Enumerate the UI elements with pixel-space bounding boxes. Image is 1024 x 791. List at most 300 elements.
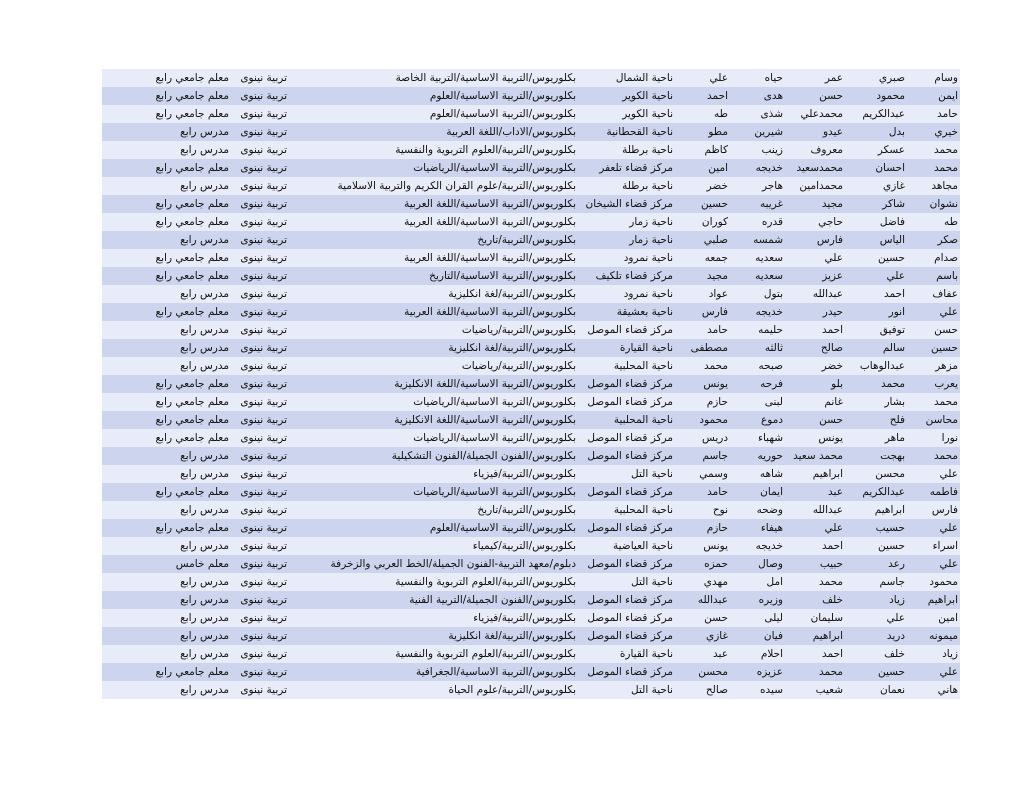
table-cell: بكلوريوس/التربية الاساسية/اللغة العربية (404, 216, 576, 228)
table-cell: مدرس رابع (180, 324, 229, 336)
table-cell: يونس (703, 378, 728, 390)
table-cell: طه (714, 108, 728, 120)
table-cell: علي (939, 468, 958, 480)
table-cell: بكلوريوس/التربية/علوم الحياة (448, 684, 576, 696)
table-cell: بكلوريوس/التربية الاساسية/اللغة الانكليزية (394, 378, 576, 390)
table-cell: بكلوريوس/التربية الاساسية/التربية الخاصة (395, 72, 576, 84)
table-cell: حسين (700, 198, 728, 210)
table-cell: نشوان (929, 198, 958, 210)
table-cell: عسكر (877, 144, 905, 156)
table-cell: ناحية الشمال (615, 72, 673, 84)
table-cell: خديجه (755, 540, 783, 552)
table-cell: حسن (819, 414, 843, 426)
table-row (102, 69, 960, 87)
table-cell: تربية نينوى (240, 558, 287, 570)
table-cell: عبدالله (697, 594, 728, 606)
table-cell: عبدالكريم (862, 108, 905, 120)
table-cell: محاسن (925, 414, 958, 426)
table-cell: محمد (934, 450, 958, 462)
table-row (102, 501, 960, 519)
table-cell: وضحه (756, 504, 783, 516)
table-row (102, 465, 960, 483)
table-cell: حسن (934, 324, 958, 336)
table-cell: كاظم (704, 144, 728, 156)
table-cell: بكلوريوس/التربية/رياضيات (461, 360, 576, 372)
table-cell: فاطمه (929, 486, 958, 498)
table-cell: حسن (819, 90, 843, 102)
table-cell: حسين (930, 342, 958, 354)
table-cell: محمدعلي (800, 108, 843, 120)
table-row (102, 447, 960, 465)
table-cell: مركز قضاء الموصل (587, 666, 673, 678)
table-row (102, 159, 960, 177)
table-cell: شاهه (759, 468, 783, 480)
table-cell: احمد (884, 288, 905, 300)
table-cell: معلم جامعي رابع (155, 486, 229, 498)
table-cell: سعديه (755, 252, 783, 264)
table-cell: بكلوريوس/التربية/لغة انكليزية (448, 630, 576, 642)
table-row (102, 285, 960, 303)
table-cell: خلف (884, 648, 905, 660)
table-cell: تربية نينوى (240, 684, 287, 696)
table-cell: لبنى (764, 396, 783, 408)
table-row (102, 249, 960, 267)
table-cell: رعد (888, 558, 905, 570)
table-cell: بكلوريوس/التربية الاساسية/اللغة العربية (404, 252, 576, 264)
table-cell: تربية نينوى (240, 486, 287, 498)
table-cell: طه (944, 216, 958, 228)
table-cell: تربية نينوى (240, 216, 287, 228)
table-cell: مدرس رابع (180, 180, 229, 192)
table-cell: الياس (879, 234, 905, 246)
table-cell: مركز قضاء تلعفر (599, 162, 673, 174)
table-cell: ناحية برطلة (622, 144, 673, 156)
table-cell: صبري (878, 72, 905, 84)
table-cell: معلم جامعي رابع (155, 90, 229, 102)
table-cell: بكلوريوس/التربية الاساسية/الجغرافية (415, 666, 576, 678)
table-cell: تربية نينوى (240, 522, 287, 534)
table-cell: عبدالله (812, 504, 843, 516)
table-cell: مدرس رابع (180, 630, 229, 642)
table-cell: ناحية زمار (629, 216, 673, 228)
table-cell: حياه (764, 72, 783, 84)
table-cell: ناحية التل (631, 576, 673, 588)
table-cell: خديجه (755, 162, 783, 174)
table-row (102, 87, 960, 105)
table-cell: ناحية المحلبية (613, 360, 673, 372)
table-cell: بكلوريوس/التربية/لغة انكليزية (448, 342, 576, 354)
table-cell: جمعه (704, 252, 728, 264)
table-cell: ناحية الكوير (622, 108, 673, 120)
table-cell: علي (886, 270, 905, 282)
table-row (102, 645, 960, 663)
table-cell: ليلى (764, 612, 783, 624)
table-cell: بكلوريوس/التربية الاساسية/اللغة العربية (404, 306, 576, 318)
table-cell: جاسم (879, 576, 905, 588)
table-cell: معلم جامعي رابع (155, 414, 229, 426)
table-cell: محسن (875, 468, 905, 480)
table-cell: تربية نينوى (240, 540, 287, 552)
table-cell: نعمان (880, 684, 905, 696)
table-cell: معلم جامعي رابع (155, 666, 229, 678)
table-row (102, 303, 960, 321)
table-cell: محمد (881, 378, 905, 390)
table-cell: تربية نينوى (240, 666, 287, 678)
table-cell: ابراهيم (812, 468, 843, 480)
table-cell: علي (939, 522, 958, 534)
table-cell: وصال (758, 558, 783, 570)
table-cell: بدل (888, 126, 905, 138)
table-cell: نورا (941, 432, 958, 444)
table-cell: بهجت (880, 450, 905, 462)
table-cell: ناحية القيارة (619, 342, 673, 354)
table-cell: حازم (706, 522, 728, 534)
table-row (102, 339, 960, 357)
table-cell: احمد (822, 540, 843, 552)
table-cell: تربية نينوى (240, 360, 287, 372)
table-cell: وسام (934, 72, 958, 84)
table-cell: معلم جامعي رابع (155, 378, 229, 390)
table-cell: ميمونه (929, 630, 958, 642)
table-cell: بكلوريوس/التربية/رياضيات (461, 324, 576, 336)
table-cell: معلم جامعي رابع (155, 216, 229, 228)
table-cell: شاكر (882, 198, 905, 210)
table-row (102, 231, 960, 249)
table-cell: ناحية بعشيقة (616, 306, 673, 318)
table-cell: حازم (706, 396, 728, 408)
table-cell: بكلوريوس/التربية الاساسية/العلوم (429, 108, 576, 120)
table-cell: عزيز (822, 270, 843, 282)
table-row (102, 591, 960, 609)
table-cell: علي (709, 72, 728, 84)
table-cell: عواد (708, 288, 728, 300)
table-cell: ناحية المحلبية (613, 504, 673, 516)
table-cell: مركز قضاء الموصل (587, 324, 673, 336)
table-cell: عبدالوهاب (859, 360, 905, 372)
table-cell: مدرس رابع (180, 540, 229, 552)
table-cell: بكلوريوس/التربية/العلوم التربوية والنفسية (395, 144, 576, 156)
table-cell: حيدر (822, 306, 843, 318)
table-row (102, 411, 960, 429)
table-cell: علي (939, 558, 958, 570)
table-cell: شهباء (758, 432, 783, 444)
table-cell: تربية نينوى (240, 72, 287, 84)
table-row (102, 321, 960, 339)
table-cell: ناحية القيارة (619, 648, 673, 660)
table-cell: تربية نينوى (240, 450, 287, 462)
table-cell: مدرس رابع (180, 360, 229, 372)
table-cell: وزيره (758, 594, 783, 606)
table-cell: حليمه (758, 324, 783, 336)
table-cell: صدام (934, 252, 958, 264)
table-cell: صبحه (758, 360, 783, 372)
table-cell: خديجه (755, 306, 783, 318)
table-cell: عبد (713, 648, 728, 660)
table-cell: محمود (699, 414, 728, 426)
table-cell: دموع (761, 414, 783, 426)
table-cell: مركز قضاء الموصل (587, 558, 673, 570)
table-cell: مركز قضاء الموصل (587, 630, 673, 642)
table-cell: حامد (707, 324, 728, 336)
table-cell: خيري (934, 126, 958, 138)
table-cell: تربية نينوى (240, 180, 287, 192)
table-cell: وسمي (699, 468, 728, 480)
table-cell: مركز قضاء الموصل (587, 594, 673, 606)
table-row (102, 357, 960, 375)
table-cell: محمد (819, 666, 843, 678)
table-cell: تربية نينوى (240, 252, 287, 264)
table-cell: حسيب (875, 522, 905, 534)
table-cell: سيده (760, 684, 783, 696)
table-cell: مطو (708, 126, 728, 138)
table-cell: معلم جامعي رابع (155, 162, 229, 174)
table-cell: علي (939, 306, 958, 318)
table-cell: فارس (816, 234, 843, 246)
table-cell: مدرس رابع (180, 594, 229, 606)
table-cell: بشار (884, 396, 905, 408)
table-row (102, 177, 960, 195)
table-cell: معلم جامعي رابع (155, 252, 229, 264)
table-cell: ايمان (760, 486, 783, 498)
table-cell: فيان (763, 630, 783, 642)
table-cell: حسن (704, 612, 728, 624)
table-cell: صكر (937, 234, 958, 246)
table-row (102, 123, 960, 141)
table-cell: يونس (703, 540, 728, 552)
table-cell: تربية نينوى (240, 594, 287, 606)
table-row (102, 393, 960, 411)
table-cell: فرحه (760, 378, 783, 390)
table-cell: مدرس رابع (180, 504, 229, 516)
table-cell: احمد (822, 648, 843, 660)
table-cell: غريبه (759, 198, 783, 210)
table-cell: بكلوريوس/التربية/لغة انكليزية (448, 288, 576, 300)
table-cell: شمسه (753, 234, 783, 246)
table-cell: صالح (705, 684, 728, 696)
table-cell: بكلوريوس/التربية الاساسية/الرياضيات (413, 486, 576, 498)
table-cell: سالم (882, 342, 905, 354)
table-row (102, 213, 960, 231)
table-cell: عبدالله (812, 288, 843, 300)
table-row (102, 663, 960, 681)
table-cell: هيفاء (760, 522, 783, 534)
table-cell: بكلوريوس/التربية/فيزياء (473, 612, 576, 624)
table-cell: تربية نينوى (240, 576, 287, 588)
table-cell: قدره (761, 216, 783, 228)
table-cell: جاسم (702, 450, 728, 462)
table-cell: تربية نينوى (240, 342, 287, 354)
table-cell: علي (939, 666, 958, 678)
table-cell: بكلوريوس/التربية الاساسية/الرياضيات (413, 396, 576, 408)
table-cell: ثالثه (764, 342, 783, 354)
table-cell: تربية نينوى (240, 378, 287, 390)
table-cell: بكلوريوس/التربية/تاريخ (477, 504, 576, 516)
table-cell: تربية نينوى (240, 108, 287, 120)
table-cell: مدرس رابع (180, 576, 229, 588)
table-cell: علي (824, 252, 843, 264)
table-cell: تربية نينوى (240, 504, 287, 516)
table-row (102, 375, 960, 393)
table-cell: بلو (831, 378, 843, 390)
table-cell: مركز قضاء الموصل (587, 450, 673, 462)
table-row (102, 267, 960, 285)
table-cell: تربية نينوى (240, 144, 287, 156)
table-row (102, 105, 960, 123)
table-cell: غازي (706, 630, 728, 642)
table-cell: تربية نينوى (240, 414, 287, 426)
table-cell: مركز قضاء الموصل (587, 522, 673, 534)
table-cell: معلم جامعي رابع (155, 396, 229, 408)
table-cell: محمود (929, 576, 958, 588)
table-row (102, 195, 960, 213)
table-cell: مركز قضاء الموصل (587, 486, 673, 498)
table-cell: تربية نينوى (240, 396, 287, 408)
table-row (102, 573, 960, 591)
table-cell: عزيزه (756, 666, 783, 678)
table-cell: ناحية زمار (629, 234, 673, 246)
table-cell: معلم جامعي رابع (155, 72, 229, 84)
table-cell: ابراهيم (874, 504, 905, 516)
table-cell: هاني (937, 684, 958, 696)
table-row (102, 537, 960, 555)
table-cell: بكلوريوس/الفنون الجميلة/الفنون التشكيلية (391, 450, 576, 462)
table-cell: هدى (763, 90, 783, 102)
table-cell: ناحية القحطانية (606, 126, 673, 138)
table-cell: مدرس رابع (180, 612, 229, 624)
table-cell: احسان (875, 162, 905, 174)
table-cell: تربية نينوى (240, 324, 287, 336)
table-cell: تربية نينوى (240, 648, 287, 660)
table-cell: بكلوريوس/التربية الاساسية/التاريخ (429, 270, 576, 282)
table-cell: بكلوريوس/الاداب/اللغة العربية (446, 126, 576, 138)
table-cell: ناحية العياضية (612, 540, 673, 552)
table-cell: دبلوم/معهد التربية-الفنون الجميلة/الخط العربي والزخرفة (330, 558, 576, 570)
table-cell: معروف (810, 144, 843, 156)
table-cell: تربية نينوى (240, 306, 287, 318)
table-cell: محمدامين (799, 180, 843, 192)
table-cell: محمد (704, 360, 728, 372)
table-row (102, 627, 960, 645)
table-cell: محمد (934, 396, 958, 408)
table-cell: مزهر (935, 360, 958, 372)
table-cell: معلم خامس (175, 558, 229, 570)
table-cell: دريد (886, 630, 905, 642)
table-cell: يونس (818, 432, 843, 444)
table-cell: هاجر (761, 180, 783, 192)
table-cell: صلبي (703, 234, 728, 246)
table-row (102, 555, 960, 573)
table-cell: غانم (824, 396, 843, 408)
table-cell: شيرين (754, 126, 783, 138)
table-cell: بكلوريوس/التربية/العلوم التربوية والنفسية (395, 648, 576, 660)
table-cell: فاضل (879, 216, 905, 228)
table-cell: مدرس رابع (180, 234, 229, 246)
table-cell: خلف (822, 594, 843, 606)
table-cell: معلم جامعي رابع (155, 432, 229, 444)
table-cell: بكلوريوس/التربية/علوم القران الكريم والتربية الاسلامية (337, 180, 576, 192)
table-cell: معلم جامعي رابع (155, 198, 229, 210)
table-cell: امين (938, 612, 958, 624)
table-cell: تربية نينوى (240, 90, 287, 102)
table-cell: بكلوريوس/التربية الاساسية/العلوم (429, 522, 576, 534)
table-cell: عبد (828, 486, 843, 498)
staff-table (102, 69, 960, 699)
table-cell: بكلوريوس/التربية الاساسية/الرياضيات (413, 162, 576, 174)
table-cell: تربية نينوى (240, 630, 287, 642)
table-cell: شعيب (815, 684, 843, 696)
table-cell: باسم (936, 270, 958, 282)
table-cell: بتول (763, 288, 783, 300)
table-cell: ناحية التل (631, 468, 673, 480)
table-cell: مركز قضاء الموصل (587, 378, 673, 390)
table-cell: ماهر (884, 432, 905, 444)
table-cell: محسن (698, 666, 728, 678)
table-cell: بكلوريوس/التربية/كيمياء (472, 540, 576, 552)
table-cell: تربية نينوى (240, 162, 287, 174)
table-cell: ابراهيم (812, 630, 843, 642)
table-cell: انور (888, 306, 905, 318)
table-cell: مركز قضاء الشيخان (585, 198, 673, 210)
table-cell: تربية نينوى (240, 198, 287, 210)
table-cell: عبدالكريم (862, 486, 905, 498)
table-cell: ناحية نمرود (623, 252, 673, 264)
table-cell: علي (824, 522, 843, 534)
table-cell: معلم جامعي رابع (155, 270, 229, 282)
table-cell: مدرس رابع (180, 648, 229, 660)
table-cell: عفاف (932, 288, 958, 300)
table-cell: حاجي (818, 216, 843, 228)
table-cell: مركز قضاء الموصل (587, 612, 673, 624)
table-cell: محمود (876, 90, 905, 102)
table-cell: حسين (877, 540, 905, 552)
table-cell: سليمان (810, 612, 843, 624)
table-cell: حمزه (704, 558, 728, 570)
table-cell: مركز قضاء الموصل (587, 396, 673, 408)
table-cell: معلم جامعي رابع (155, 522, 229, 534)
table-cell: مدرس رابع (180, 684, 229, 696)
table-cell: بكلوريوس/التربية الاساسية/العلوم (429, 90, 576, 102)
table-cell: مدرس رابع (180, 288, 229, 300)
table-cell: تربية نينوى (240, 612, 287, 624)
table-cell: بكلوريوس/التربية الاساسية/اللغة الانكليزية (394, 414, 576, 426)
table-cell: ناحية نمرود (623, 288, 673, 300)
table-cell: ايمن (938, 90, 958, 102)
table-cell: مجيد (821, 198, 843, 210)
table-cell: تربية نينوى (240, 234, 287, 246)
table-cell: فارس (701, 306, 728, 318)
table-cell: تربية نينوى (240, 126, 287, 138)
table-cell: محمدسعيد (796, 162, 843, 174)
table-cell: حسين (877, 666, 905, 678)
table-cell: شذى (760, 108, 783, 120)
table-cell: امين (708, 162, 728, 174)
table-cell: بكلوريوس/التربية/العلوم التربوية والنفسية (395, 576, 576, 588)
table-cell: فلح (889, 414, 905, 426)
table-cell: فارس (931, 504, 958, 516)
table-cell: امل (766, 576, 783, 588)
table-cell: غازي (883, 180, 905, 192)
table-cell: ناحية التل (631, 684, 673, 696)
table-cell: خضر (821, 360, 843, 372)
table-cell: محمد سعيد (793, 450, 843, 462)
table-cell: بكلوريوس/التربية/فيزياء (473, 468, 576, 480)
table-cell: احمد (707, 90, 728, 102)
table-cell: نوح (712, 504, 728, 516)
table-cell: حوريه (757, 450, 783, 462)
table-cell: عمر (824, 72, 843, 84)
table-cell: حامد (707, 486, 728, 498)
table-cell: حبيب (819, 558, 843, 570)
